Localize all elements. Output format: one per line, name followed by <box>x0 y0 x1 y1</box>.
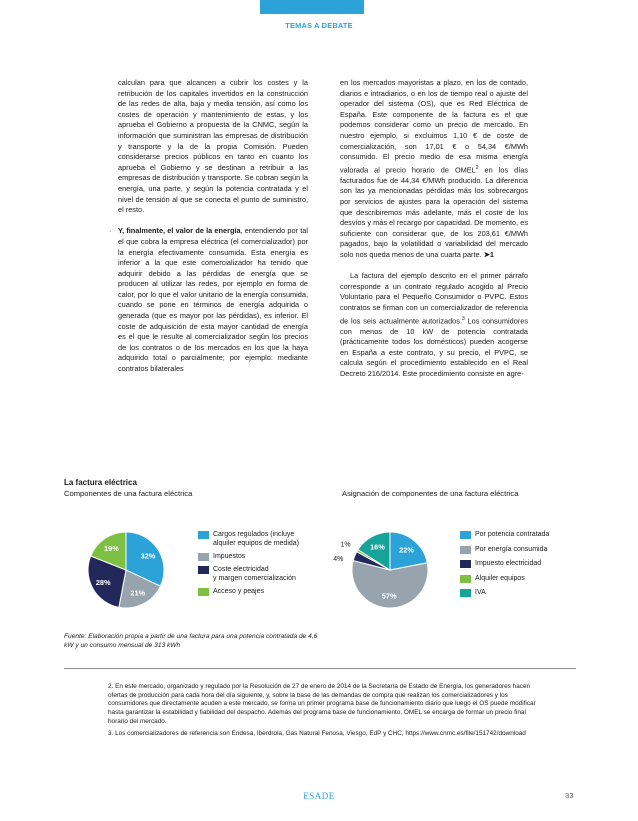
paragraph-text: en los mercados mayoristas a plazo, en los de contado, diarios e intradiarios, o en los de tiempo real o ajuste del operador del sistema (OS), que es Red Eléctrica de España. Este componente de la factura es el que podemos considerar como un precio de mercado. En nuestro ejemplo, si excluimos 1,10 € de coste de comercialización, son 17,01 € o 54,34 €/MWh consumido. El precio medio de esa misma energía valorada al precio horario de OMEL <box>340 78 528 175</box>
legend-label: Impuestos <box>213 553 246 560</box>
legend-swatch <box>460 575 471 583</box>
pie-value-label: 1% <box>340 541 351 549</box>
paragraph <box>340 78 528 261</box>
header-accent-bar <box>260 0 364 14</box>
legend-allocation <box>460 530 549 603</box>
bullet-icon: · <box>109 226 112 236</box>
legend-label: Alquiler equipos <box>475 574 525 582</box>
legend-label: IVA <box>475 589 486 596</box>
footnote-2: 2. En este mercado, organizado y regulado por la Resolución de 27 de enero de 2014 de la Secretaría de Estado de Energía, los generadores hacen ofertas de producción para cada hora del día siguiente, y, sobre la base de las demandas de compra que realizan los comercializadores y los consumidores que directamente acuden a este mercado, se forma un primer programa base de funcionamiento diario que luego el OS puede modificar hasta garantizar la estabilidad y fiabilidad del despacho. Además del programa base de funcionamiento, OMEL se encarga de formar un precio final horario del mercado. <box>108 683 536 725</box>
legend-label: Por energía consumida <box>475 545 548 553</box>
paragraph-text: en los días facturados fue de 44,34 €/MWh producido. La diferencia son las ya mencionadas pérdidas más los sobrecargos por servicios de ajustes para la operación del sistema que describiremos más adelante, más el coste de los desvíos y más el recargo por capacidad. De momento, es suficiente con considerar que, de los 203,61 €/MWh pagados, bajo la volatilidad o variabilidad del mercado solo nos queda menos de una cuarta parte. <box>340 165 528 259</box>
legend-swatch <box>460 560 471 568</box>
legend-label: Coste electricidad <box>213 566 269 573</box>
pie-value-label: 21% <box>130 588 146 598</box>
legend-label: Acceso y peajes <box>213 588 264 595</box>
legend-item-coste-electricidad-y-margen-comercializacion <box>198 565 299 583</box>
legend-item-por-potencia-contratada <box>460 530 549 539</box>
text-column-left <box>109 78 308 385</box>
legend-swatch <box>460 589 471 597</box>
legend-item-cargos-regulados-incluye-alquiler-equipos-de-medida <box>198 530 299 548</box>
paragraph-text: La factura del ejemplo descrito en el primer párrafo corresponde a un contrato regulado acogido al Precio Voluntario para el Pequeño Consumidor o PVPC. Estos contratos se firman con un comercializador de referencia de los seis actualmente autorizados. <box>340 271 528 325</box>
pie-chart-components <box>76 520 176 620</box>
legend-swatch <box>198 588 209 596</box>
page-number: 33 <box>565 791 574 800</box>
paragraph <box>340 271 528 379</box>
legend-components <box>198 530 299 600</box>
legend-swatch <box>460 546 471 554</box>
pie-chart-allocation <box>330 520 450 620</box>
legend-item-por-energia-consumida <box>460 545 549 554</box>
legend-item-iva <box>460 588 549 597</box>
footnotes <box>108 683 538 741</box>
footnote-ref[interactable]: 2 <box>475 164 479 171</box>
paragraph-text: Los consumidores con menos de 10 kW de potencia contratada (prácticamente todos los domésticos) pueden acogerse en España a este contrato, y su precio, el PVPC, se calcula según el procedimiento establecido en el Real Decreto 216/2014. Este procedimiento consiste en agre- <box>340 315 528 378</box>
legend-label: Impuesto electricidad <box>475 560 542 567</box>
legend-item-alquiler-equipos <box>460 574 549 583</box>
pie-value-label: 32% <box>140 551 156 561</box>
legend-label: Cargos regulados (incluye <box>213 531 295 538</box>
pie-value-label: 4% <box>333 556 344 564</box>
legend-swatch <box>198 553 209 561</box>
footnote-divider <box>64 668 576 669</box>
figure-subtitle-right: Asignación de componentes de una factura eléctrica <box>342 489 519 498</box>
pie-value-label: 16% <box>370 542 385 552</box>
paragraph-text: , entendiendo por tal el que cobra la empresa eléctrica (el comercializador) por la energía efectivamente consumida. Esta energía es inferior a la que este comercializador ha tenido que adquirir debido a las pérdidas de energía que se producen al utilizar las redes, por ejemplo en forma de calor, por lo que el valor unitario de la energía consumida, cuando se pone en términos de energía adquirida o generada (que es mayor por las pérdidas), es inferior. El coste de adquisición de esta mayor cantidad de energía es el que le resulte al comercializador según los precios de los contratos o de los mercados en los que la haya adquirido total o parcialmente; por ejemplo: mediante contratos bilaterales <box>118 226 308 374</box>
paragraph: calculan para que alcancen a cubrir los costes y la retribución de los capitales invertidos en la construcción de las redes de alta, baja y media tensión, así como los costes de operación y mantenimiento de estas, y los aprueba el Gobierno a propuesta de la CNMC, según la información que suministran las empresas de distribución y transporte y la de la propia Comisión. Pueden considerarse precios públicos en tanto en cuanto los aprueba el Gobierno y se destinan a retribuir a las empresas de distribución y transporte. Se cobran según la energía, una parte, y según la potencia contratada y el nivel de tensión al que se conecta el punto de suministro, el resto. <box>118 78 308 215</box>
legend-swatch <box>198 531 209 539</box>
legend-label: Por potencia contratada <box>475 531 550 538</box>
pie-value-label: 19% <box>103 543 119 553</box>
bullet-paragraph <box>109 226 308 374</box>
legend-label: alquiler equipos de medida) <box>213 540 299 547</box>
pie-value-label: 28% <box>95 578 111 588</box>
figure-source: Fuente: Elaboración propia a partir de una factura para una potencia contratada de 4,6 kW y un consumo mensual de 313 kWh <box>64 633 318 649</box>
text-column-right <box>340 78 528 390</box>
figure-title: La factura eléctrica <box>64 478 137 487</box>
legend-swatch <box>198 566 209 574</box>
section-tag: TEMAS A DEBATE <box>285 21 353 30</box>
legend-item-impuesto-electricidad <box>460 559 549 568</box>
legend-item-acceso-y-peajes <box>198 587 299 596</box>
legend-label: y margen comercialización <box>213 575 296 582</box>
footnote-3: 3. Los comercializadores de referencia son Endesa, Iberdrola, Gas Natural Fenosa, Viesgo, EdP y CHC, https://www.cnmc.es/file/151742/download <box>108 729 526 737</box>
pie-value-label: 22% <box>399 545 414 555</box>
footnote-ref[interactable]: 3 <box>461 315 465 322</box>
esade-logo: ESADE <box>303 791 335 801</box>
figure-subtitle-left: Componentes de una factura eléctrica <box>64 489 193 498</box>
pie-value-label: 57% <box>381 591 397 601</box>
legend-swatch <box>460 531 471 539</box>
bold-lead: Y, finalmente, el valor de la energía <box>118 226 241 236</box>
legend-item-impuestos <box>198 552 299 561</box>
arrow-ref-icon[interactable]: ➤1 <box>483 249 494 259</box>
